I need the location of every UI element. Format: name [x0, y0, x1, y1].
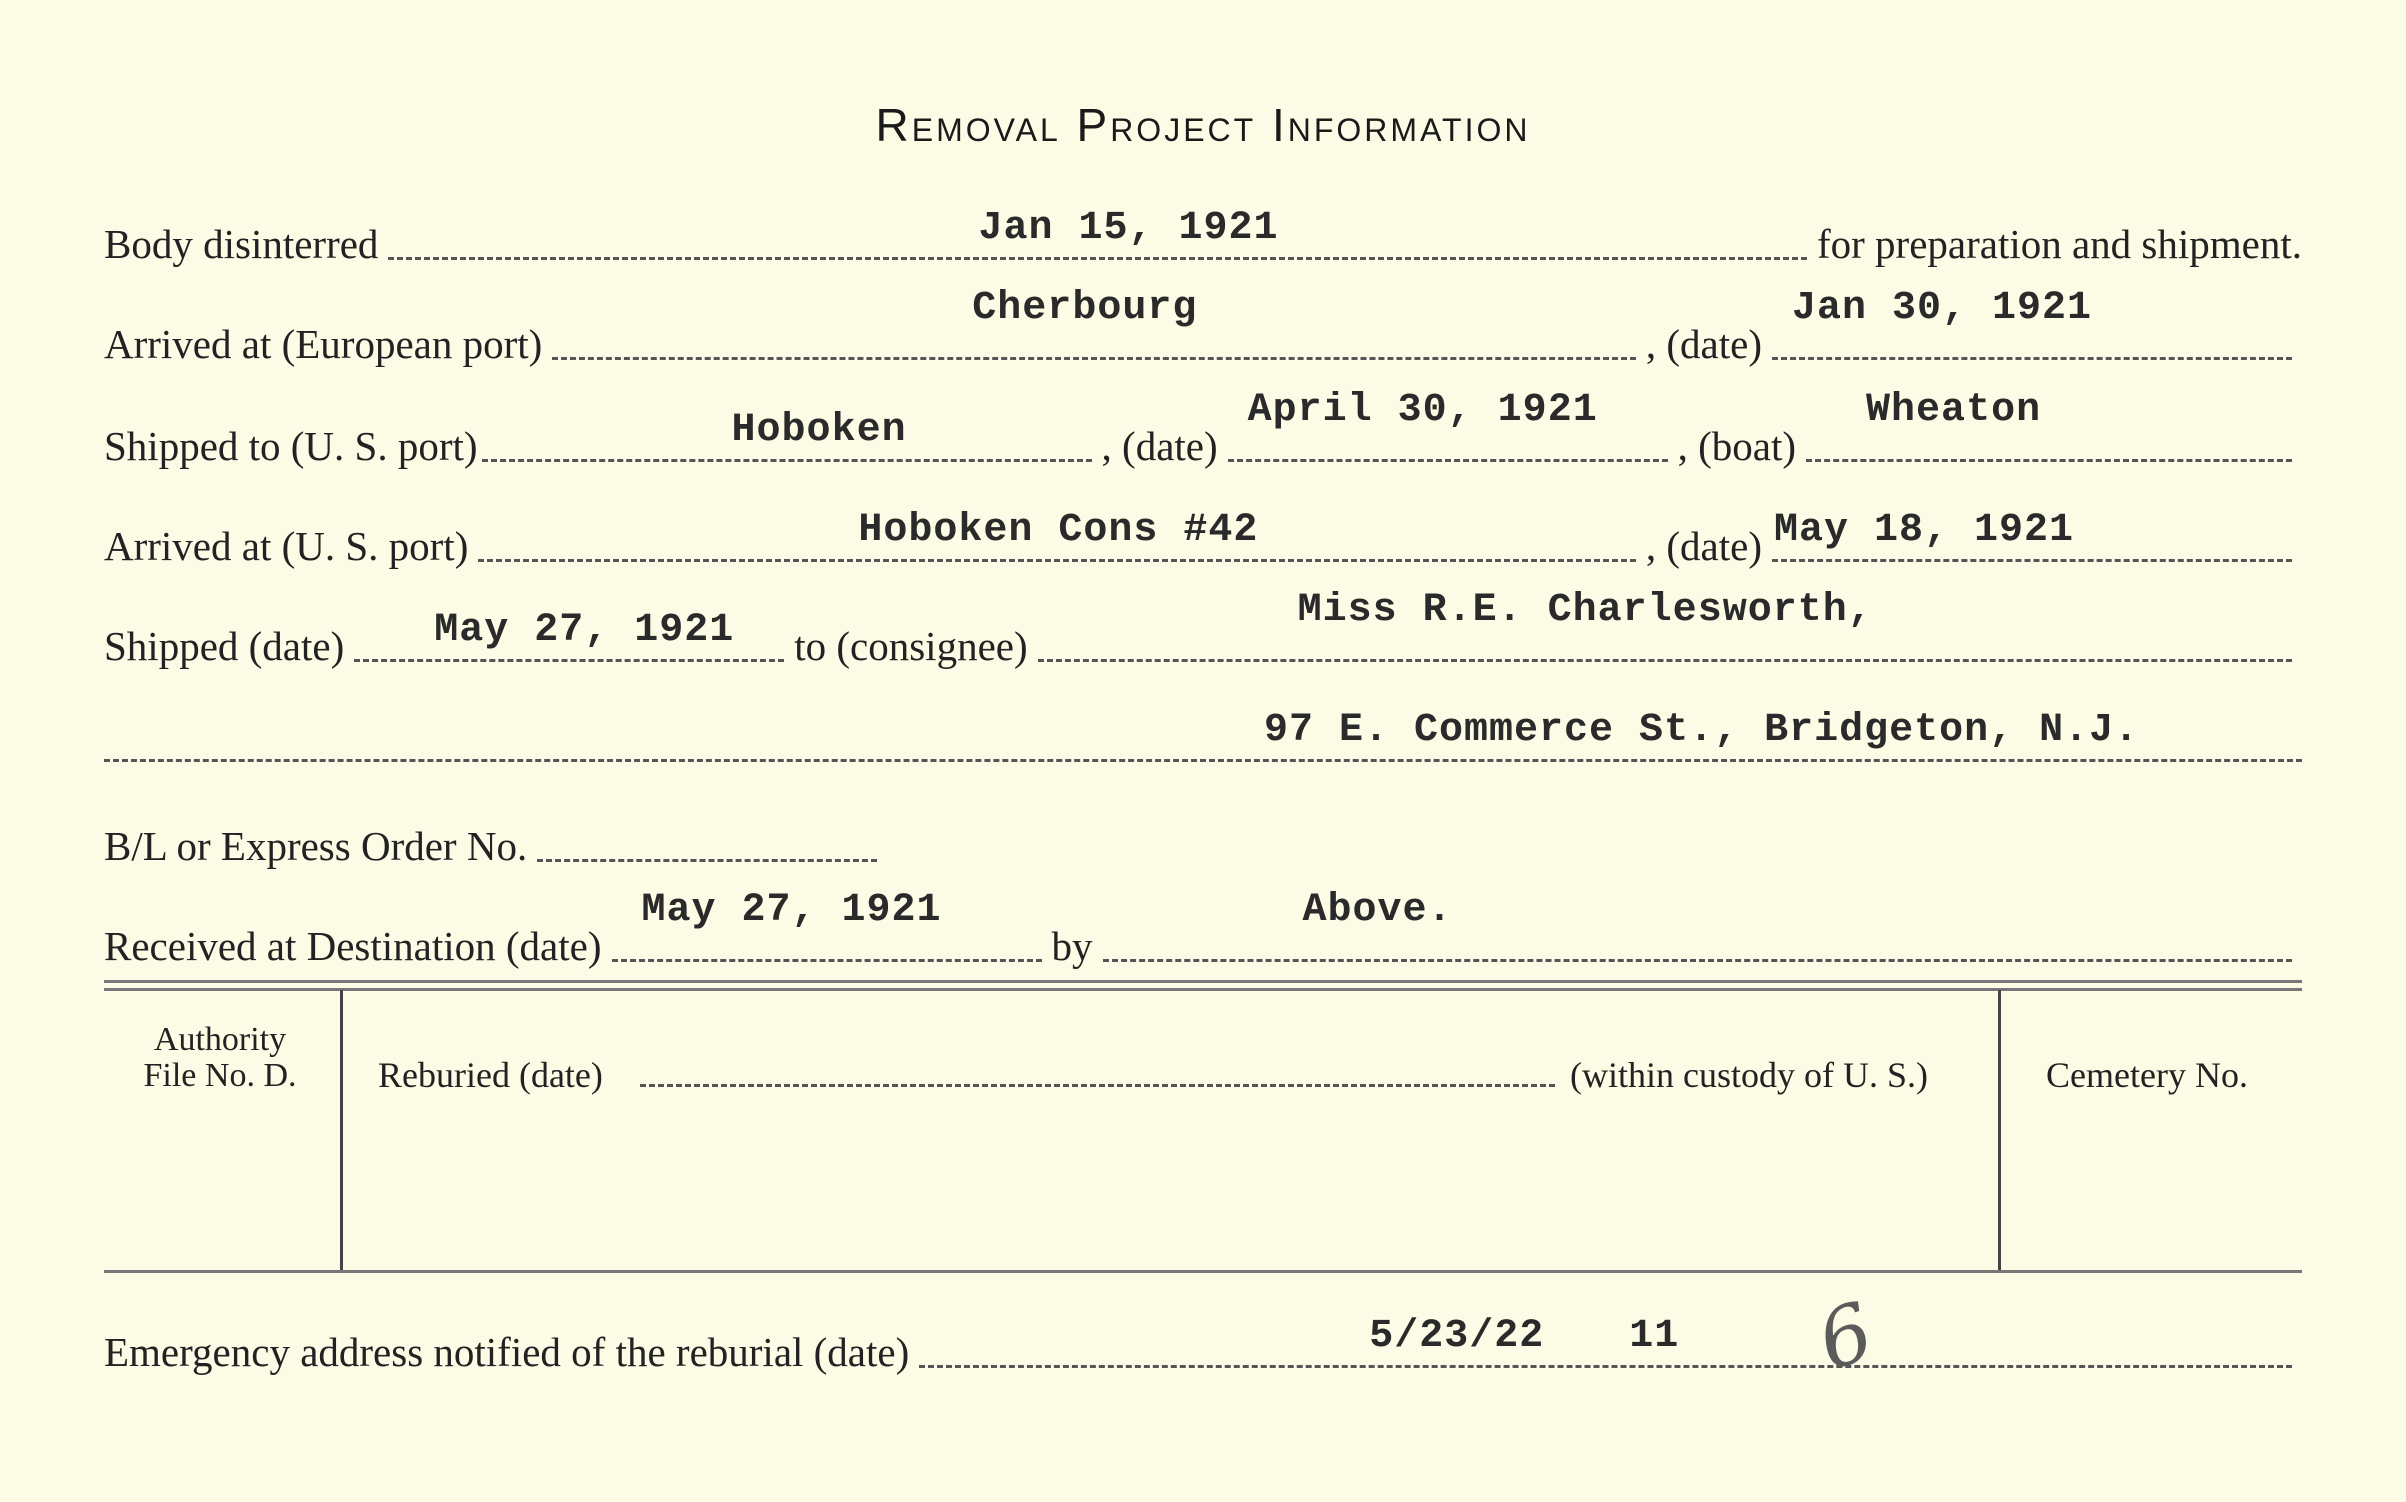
row-received: [104, 888, 2302, 976]
received-by-label: by: [1051, 923, 1093, 969]
handwritten-mark: 6: [1806, 1284, 1885, 1389]
arrived-us-date-field: [1772, 503, 2292, 562]
received-by: Above.: [1302, 888, 1453, 933]
emergency-label: Emergency address notified of the reburial (date): [104, 1329, 910, 1375]
arrived-europe-port-field: [552, 286, 1636, 360]
emergency-initials: 11: [1629, 1314, 1680, 1359]
row-emergency: [104, 1314, 2302, 1382]
row-disinterred: [104, 206, 2302, 274]
received-by-field: [1103, 888, 2293, 962]
shipped-to-label: to (consignee): [794, 623, 1028, 669]
arrived-europe-port: Cherbourg: [972, 286, 1198, 331]
cemetery-label: Cemetery No.: [2046, 1055, 2248, 1095]
row-address: [104, 708, 2302, 776]
table-bottom-rule: [104, 1270, 2302, 1273]
emergency-date: 5/23/22: [1369, 1314, 1545, 1359]
consignee-field: [1038, 588, 2292, 662]
row-shipped-us: [104, 388, 2302, 476]
arrived-us-date: May 18, 1921: [1774, 508, 2075, 553]
arrived-us-label: Arrived at (U. S. port): [104, 523, 469, 569]
arrived-europe-label: Arrived at (European port): [104, 321, 543, 367]
shipped-us-port-field: [482, 403, 1092, 462]
table-divider-left: [340, 990, 343, 1270]
emergency-field: [919, 1309, 2292, 1368]
address-value: 97 E. Commerce St., Bridgeton, N.J.: [1264, 708, 2140, 753]
shipped-us-boat-field: [1806, 388, 2292, 462]
row-arrived-europe: [104, 286, 2302, 374]
disinterred-label: Body disinterred: [104, 221, 379, 267]
custody-label: (within custody of U. S.): [1570, 1055, 1928, 1095]
arrived-europe-date-label: , (date): [1645, 321, 1762, 367]
disinterred-field: [388, 201, 1807, 260]
row-arrived-us: [104, 508, 2302, 576]
address-field: [104, 703, 2302, 762]
arrived-us-date-label: , (date): [1645, 523, 1762, 569]
bl-label: B/L or Express Order No.: [104, 823, 528, 869]
reburied-field: [640, 1084, 1555, 1087]
table-divider-right: [1998, 990, 2001, 1270]
consignee-value: Miss R.E. Charlesworth,: [1297, 588, 1873, 633]
arrived-europe-date-field: [1772, 286, 2292, 360]
shipped-us-date-field: [1228, 388, 1668, 462]
shipped-us-date-label: , (date): [1101, 423, 1218, 469]
form-title: Removal Project Information: [875, 99, 1531, 151]
table-top-rule-2: [104, 988, 2302, 991]
authority-line2: File No. D.: [143, 1057, 297, 1094]
disinterred-suffix: for preparation and shipment.: [1816, 221, 2302, 267]
received-date-field: [612, 888, 1042, 962]
row-bl: [104, 812, 2302, 876]
shipped-us-boat: Wheaton: [1866, 388, 2042, 433]
received-date: May 27, 1921: [641, 888, 942, 933]
shipped-us-boat-label: , (boat): [1677, 423, 1797, 469]
shipped-date-field: [354, 603, 784, 662]
shipped-date: May 27, 1921: [434, 608, 735, 653]
arrived-europe-date: Jan 30, 1921: [1792, 286, 2093, 331]
shipped-us-date: April 30, 1921: [1247, 388, 1598, 433]
reburied-label: Reburied (date): [378, 1055, 603, 1095]
row-shipped: [104, 588, 2302, 676]
authority-line1: Authority: [153, 1021, 287, 1058]
table-top-rule: [104, 980, 2302, 983]
shipped-label: Shipped (date): [104, 623, 345, 669]
arrived-us-port-field: [478, 503, 1636, 562]
disinterred-value: Jan 15, 1921: [978, 206, 1279, 251]
shipped-us-label: Shipped to (U. S. port): [104, 423, 478, 469]
arrived-us-port: Hoboken Cons #42: [858, 508, 1259, 553]
authority-file-label: [114, 1022, 326, 1094]
bl-field: [537, 803, 877, 862]
shipped-us-port: Hoboken: [731, 408, 907, 453]
received-label: Received at Destination (date): [104, 923, 602, 969]
